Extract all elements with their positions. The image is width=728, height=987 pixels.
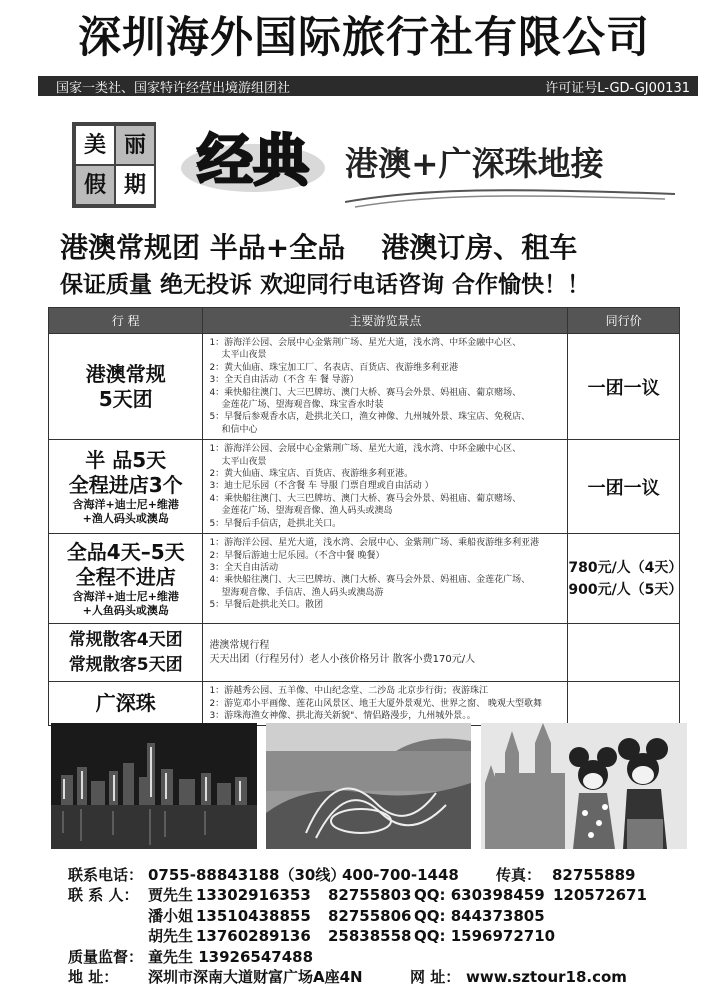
badge-char-2: 丽 <box>116 126 154 164</box>
route-cell <box>49 624 203 682</box>
disneyland-photo <box>481 723 687 849</box>
spot-line: 4：乘快船往澳门、大三巴牌坊、澳门大桥、赛马会外景、妈祖庙、金莲花广场、 <box>209 575 531 586</box>
header-spots: 主要游览景点 <box>203 308 568 334</box>
spots-cell <box>203 334 568 440</box>
spot-line: 望海观音像、手信店、渔人码头或澳岛游 <box>221 587 384 598</box>
route-title: 全程不进店 <box>75 564 176 589</box>
company-name: 深圳海外国际旅行社有限公司 <box>78 13 650 63</box>
spot-line: 1：游海洋公园、会展中心金紫荆广场、星光大道，浅水湾、中环金融中心区、 <box>209 444 522 455</box>
price-cell <box>568 624 680 682</box>
wave-decoration <box>345 180 675 210</box>
quality-label: 质量监督： <box>68 947 144 966</box>
spot-line: 4：乘快船往澳门、大三巴牌坊、澳门大桥、赛马会外景、妈祖庙、葡京赌场、 <box>209 387 522 398</box>
spot-line: 太平山夜景 <box>221 456 267 467</box>
spot-line: 太平山夜景 <box>221 350 267 361</box>
table-row <box>49 682 680 726</box>
header-price: 同行价 <box>568 308 680 334</box>
slogan-line-1 <box>60 226 577 266</box>
spot-line: 5：早餐后手信店，赴拱北关口。 <box>209 518 342 529</box>
person-tel[interactable]: 82755806 <box>328 906 412 925</box>
table-row <box>49 534 680 624</box>
spot-line: 2：黄大仙庙、珠宝加工厂、名表店、百货店、夜游维多利亚港 <box>209 362 459 373</box>
route-cell <box>49 440 203 534</box>
route-subtitle: +渔人码头或澳岛 <box>82 511 169 525</box>
spot-line: 4：乘快船往澳门、大三巴牌坊、澳门大桥、赛马会外景、妈祖庙、葡京赌场、 <box>209 493 522 504</box>
tagline: 国家一类社、国家特许经营出境游组团社 <box>56 81 291 96</box>
route-title: 广深珠 <box>95 691 156 716</box>
header-bar <box>38 76 698 96</box>
classic-logo <box>178 118 328 198</box>
spot-line: 2：游览邓小平画像、莲花山风景区、地王大厦外景观光、世界之窗、 晚观大型歌舞 <box>209 698 543 709</box>
person-qq: QQ: 630398459 <box>414 886 545 905</box>
spot-line: 1：游海洋公园、会展中心金紫荆广场、星光大道，浅水湾、中环金融中心区、 <box>209 338 522 348</box>
spot-line: 5：早餐后赴拱北关口。散团 <box>209 600 324 611</box>
phone-number[interactable]: 0755-88843188（30线） <box>148 866 346 884</box>
spot-line: 天天出团（行程另付）老人小孩价格另计 散客小费170元/人 <box>209 653 476 665</box>
badge-char-1: 美 <box>76 126 114 164</box>
person-mobile[interactable]: 13760289136 <box>196 927 311 946</box>
header-route: 行 程 <box>49 308 203 334</box>
price-cell: 一团一议 <box>568 440 680 534</box>
person-name: 潘小姐 <box>148 906 194 925</box>
price-4-days: 780元/人（4天） <box>568 559 683 576</box>
route-title: 港澳常规 <box>85 361 166 386</box>
price-cell <box>568 682 680 726</box>
address-label: 地 址： <box>68 967 119 986</box>
person-mobile[interactable]: 13302916353 <box>196 886 311 905</box>
route-cell <box>49 334 203 440</box>
spot-line: 2：早餐后游迪士尼乐园。（不含中餐 晚餐） <box>209 550 385 561</box>
table-header-row <box>49 308 680 334</box>
badge-char-4: 期 <box>116 166 154 204</box>
person-mobile[interactable]: 13510438855 <box>196 906 311 925</box>
address: 深圳市深南大道财富广场A座4N <box>148 967 363 986</box>
license-number: 许可证号L-GD-GJ00131 <box>545 81 690 96</box>
website-link[interactable]: www.sztour18.com <box>466 967 627 986</box>
itinerary-table <box>48 307 683 726</box>
spots-cell <box>203 440 568 534</box>
person-label: 联 系 人： <box>68 886 139 905</box>
spot-line: 1：游海洋公园、星光大道，浅水湾、会展中心、金紫荆广场、乘船夜游维多利亚港 <box>209 538 540 549</box>
person-qq-2: 120572671 <box>553 886 647 905</box>
spot-line: 3：迪士尼乐园（不含餐 车 导服 门票自理或自由活动 ） <box>209 481 434 492</box>
route-title: 常规散客5天团 <box>68 654 183 675</box>
route-title: 5天团 <box>98 386 153 411</box>
classic-text: 经典 <box>197 128 309 194</box>
person-qq: QQ: 1596972710 <box>414 927 556 946</box>
spot-line: 和信中心 <box>221 424 258 435</box>
beautiful-holiday-badge <box>72 122 156 208</box>
spot-line: 金莲花广场、望海观音像、渔人码头或澳岛 <box>221 506 393 517</box>
fax-number: 82755889 <box>552 866 636 884</box>
spot-line: 5：早餐后参观香水店，赴拱北关口，渔女神像、九州城外景、珠宝店、免税店、 <box>209 412 531 423</box>
hong-kong-skyline-photo <box>51 723 257 849</box>
slogan-line-2: 保证质量 绝无投诉 欢迎同行电话咨询 合作愉快！！ <box>60 272 591 298</box>
table-row <box>49 624 680 682</box>
price-cell <box>568 534 683 624</box>
price-cell: 一团一议 <box>568 334 680 440</box>
phone-label: 联系电话： <box>68 866 144 884</box>
table-row <box>49 440 680 534</box>
person-name: 贾先生 <box>148 886 194 905</box>
spot-line: 3：游珠海渔女神像、拱北海关新貌"、情侣路漫步，九州城外景。。 <box>209 710 476 721</box>
quality-contact: 童先生 13926547488 <box>148 947 314 966</box>
spot-line: 3：全天自由活动（不含 车 餐 导游） <box>209 375 359 386</box>
route-title: 常规散客4天团 <box>68 629 183 650</box>
spots-cell <box>203 534 568 624</box>
person-tel[interactable]: 82755803 <box>328 886 412 905</box>
route-title: 全程进店3个 <box>68 472 183 497</box>
banner-subtitle: 港澳+广深珠地接 <box>345 144 604 183</box>
spots-cell <box>203 624 568 682</box>
slogan-line-1a: 港澳常规团 半品+全品 <box>60 231 346 264</box>
route-subtitle: 含海洋+迪士尼+维港 <box>72 497 179 511</box>
route-subtitle: +人鱼码头或澳岛 <box>82 603 169 617</box>
spot-line: 1：游越秀公园、五羊像、中山纪念堂、二沙岛 北京步行街；夜游珠江 <box>209 686 489 697</box>
badge-char-3: 假 <box>76 166 114 204</box>
route-cell <box>49 682 203 726</box>
fax-label: 传真： <box>496 866 542 884</box>
route-title: 半 品5天 <box>85 447 167 472</box>
spot-line: 金莲花广场、望海观音像、珠宝香水时装 <box>221 400 384 411</box>
price-5-days: 900元/人（5天） <box>568 581 683 598</box>
person-tel[interactable]: 25838558 <box>328 927 412 946</box>
route-subtitle: 含海洋+迪士尼+维港 <box>72 589 179 603</box>
table-row <box>49 334 680 440</box>
person-name: 胡先生 <box>148 927 194 946</box>
website-label: 网 址： <box>410 967 461 986</box>
person-qq: QQ: 844373805 <box>414 906 545 925</box>
spot-line: 3：全天自由活动 <box>209 562 279 573</box>
spot-line: 港澳常规行程 <box>209 639 270 651</box>
slogan-line-1b: 港澳订房、租车 <box>381 231 578 264</box>
route-title: 全品4天–5天 <box>66 539 185 564</box>
spot-line: 2：黄大仙庙、珠宝店、百货店、夜游维多利亚港。 <box>209 469 414 480</box>
spots-cell <box>203 682 568 726</box>
ocean-park-photo <box>266 723 471 849</box>
phone-number-400[interactable]: 400-700-1448 <box>342 866 459 884</box>
route-cell <box>49 534 203 624</box>
